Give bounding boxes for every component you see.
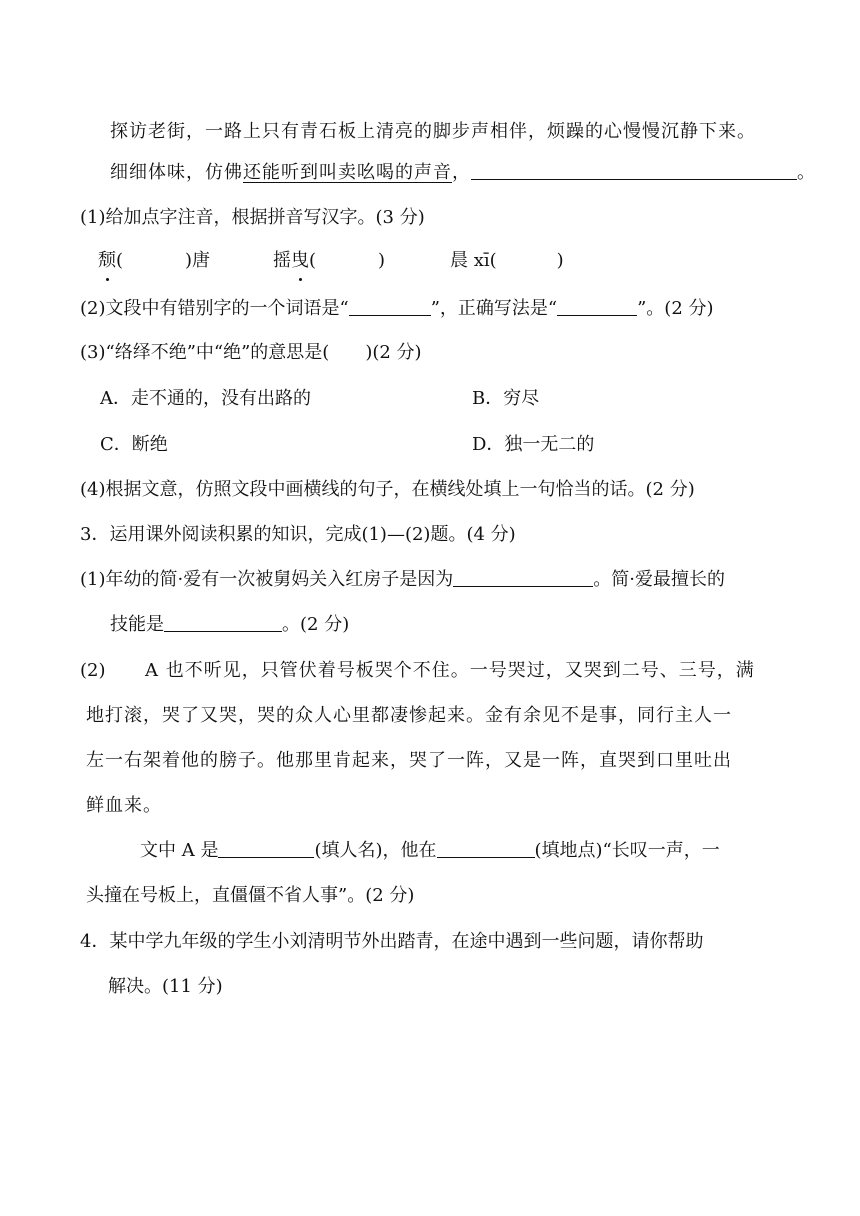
q-text: ”，正确写法是“ — [430, 298, 558, 319]
section-4-title-line-1: 4．某中学九年级的学生小刘清明节外出踏青，在途中遇到一些问题，请你帮助 — [80, 931, 704, 952]
section-3-q1-line-1 — [80, 567, 725, 593]
char: 摇 — [273, 250, 291, 271]
pinyin-blank[interactable] — [316, 250, 378, 268]
question-1-item-3 — [450, 248, 564, 274]
excerpt-line-1: A 也不听见，只管伏着号板哭个不住。一号哭过，又哭到二号、三号，满 — [145, 660, 755, 681]
section-4-title-line-2: 解决。(11 分) — [108, 976, 223, 997]
question-1-item-2 — [273, 248, 385, 274]
section-3-q2-label: (2) — [80, 660, 106, 681]
question-2 — [80, 296, 714, 322]
place-blank[interactable] — [437, 839, 535, 858]
dotted-char: 颓 — [98, 248, 116, 274]
answer-blank[interactable] — [471, 161, 797, 180]
paren: )唐 — [185, 250, 211, 271]
q-text: 技能是 — [110, 614, 164, 635]
paren: ) — [556, 250, 564, 271]
answer-blank[interactable] — [557, 297, 637, 316]
question-4-stem: (4)根据文意，仿照文段中画横线的句子，在横线处填上一句恰当的话。(2 分) — [80, 479, 695, 500]
answer-blank[interactable] — [453, 568, 593, 587]
passage-text: 细细体味，仿佛 — [110, 162, 243, 183]
underlined-sentence: 还能听到叫卖吆喝的声音 — [243, 162, 452, 183]
option-b[interactable]: B．穷尽 — [472, 388, 540, 409]
passage-text: ， — [452, 162, 471, 183]
passage-text: 。 — [797, 162, 816, 183]
excerpt-line-2: 地打滚，哭了又哭，哭的众人心里都凄惨起来。金有余见不是事，同行主人一 — [86, 705, 732, 726]
paren: ( — [309, 250, 317, 271]
question-1-item-1 — [98, 248, 210, 274]
q-text: (2)文段中有错别字的一个词语是“ — [80, 298, 349, 319]
question-3-stem: (3)“络绎不绝”中“绝”的意思是( )(2 分) — [80, 342, 422, 363]
q-text: 。(2 分) — [282, 614, 350, 635]
option-c[interactable]: C．断绝 — [100, 434, 168, 455]
section-3-q2-question-line-2: 头撞在号板上，直僵僵不省人事”。(2 分) — [86, 885, 415, 906]
passage-line-2 — [110, 160, 816, 186]
option-a[interactable]: A．走不通的，没有出路的 — [100, 388, 311, 409]
q-text: ”。(2 分) — [637, 298, 714, 319]
section-3-q2-question — [140, 838, 720, 864]
pinyin-blank[interactable] — [123, 250, 185, 268]
q-text: 文中 A 是 — [140, 840, 219, 861]
excerpt-line-3: 左一右架着他的膀子。他那里肯起来，哭了一阵，又是一阵，直哭到口里吐出 — [86, 750, 732, 771]
name-blank[interactable] — [218, 839, 314, 858]
q-text: (1)年幼的简·爱有一次被舅妈关入红房子是因为 — [80, 569, 454, 590]
section-3-q1-line-2 — [110, 612, 349, 638]
passage-text: 探访老街，一路上只有青石板上清亮的脚步声相伴，烦躁的心慢慢沉静下来。 — [110, 121, 756, 142]
q-text: 。简·爱最擅长的 — [593, 569, 725, 590]
q-text: (填地点)“长叹一声，一 — [534, 840, 720, 861]
excerpt-line-4: 鲜血来。 — [86, 795, 162, 816]
section-3-title: 3．运用课外阅读积累的知识，完成(1)—(2)题。(4 分) — [80, 524, 516, 545]
char-blank[interactable] — [497, 250, 557, 268]
answer-blank[interactable] — [164, 613, 282, 632]
q-text: (填人名)，他在 — [314, 840, 437, 861]
answer-blank[interactable] — [349, 297, 431, 316]
pinyin-text: 晨 xī( — [450, 250, 497, 271]
dotted-char: 曳 — [291, 248, 309, 274]
paren: ) — [378, 250, 386, 271]
question-1-stem: (1)给加点字注音，根据拼音写汉字。(3 分) — [80, 207, 425, 228]
paren: ( — [116, 250, 124, 271]
option-d[interactable]: D．独一无二的 — [472, 434, 595, 455]
passage-line-1 — [110, 119, 756, 145]
